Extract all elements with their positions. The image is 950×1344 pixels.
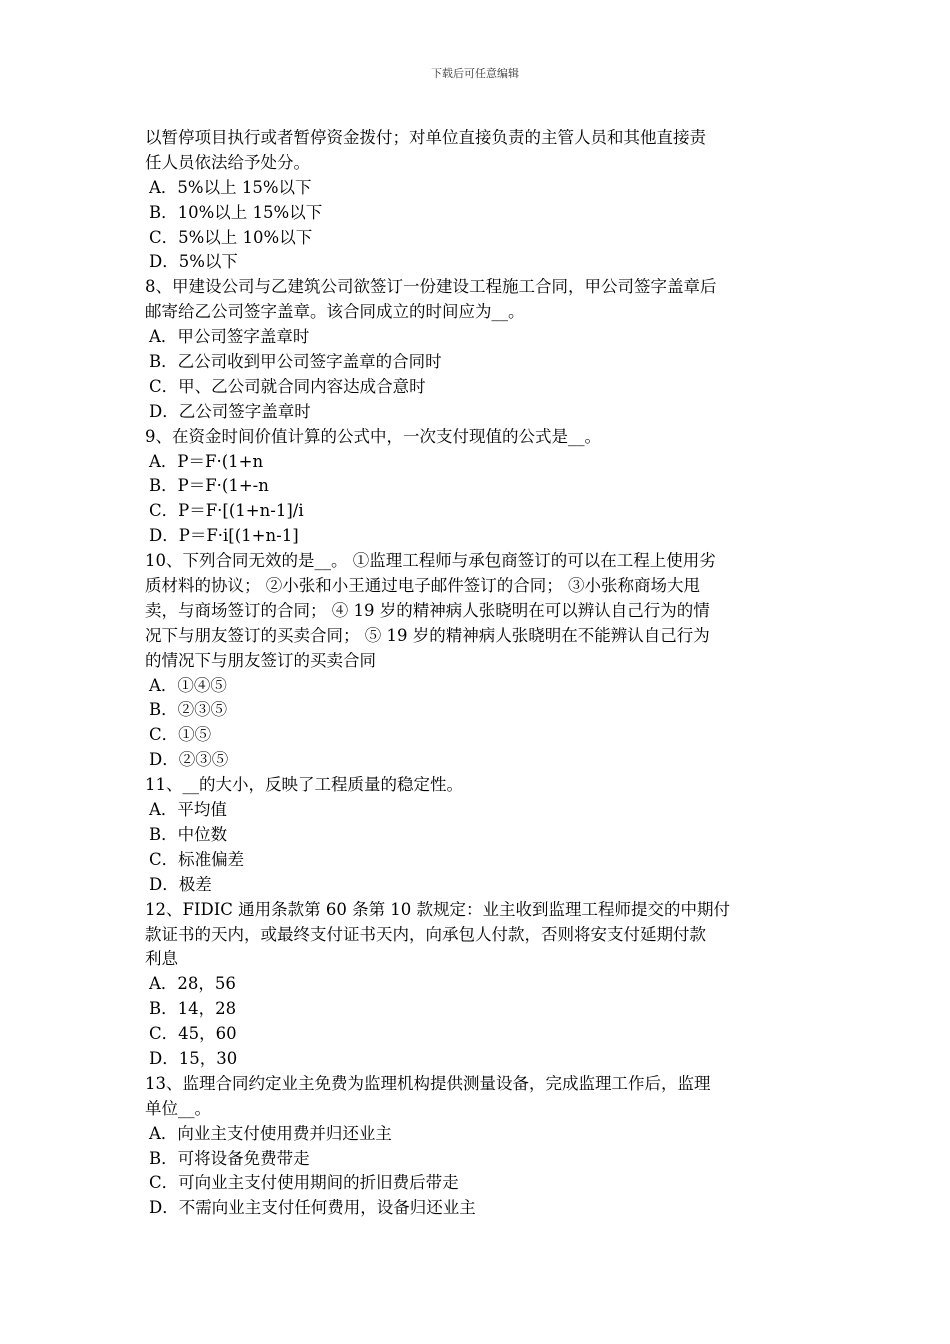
answer-option: B．中位数 [149,824,228,844]
page-header: 下载后可任意编辑 [431,67,519,80]
answer-option: D．乙公司签字盖章时 [149,401,311,421]
answer-option: B．10%以上 15%以下 [149,202,323,222]
answer-option: C．45，60 [149,1024,237,1044]
question-text-line: 以暂停项目执行或者暂停资金拨付；对单位直接负责的主管人员和其他直接责 [145,128,706,147]
answer-option: B．P＝F·(1+-n [149,476,269,496]
question-text-line: 款证书的天内，或最终支付证书天内，向承包人付款，否则将安支付延期付款 [145,924,706,944]
answer-option: D．极差 [149,874,212,894]
question-text-line: 10、下列合同无效的是__。 ①监理工程师与承包商签订的可以在工程上使用劣 [145,551,716,571]
question-text-line: 邮寄给乙公司签字盖章。该合同成立的时间应为__。 [145,302,525,322]
answer-option: D．5%以下 [149,252,238,272]
question-text-line: 利息 [145,949,178,969]
question-text-line: 单位__。 [145,1098,211,1118]
question-text-line: 任人员依法给予处分。 [145,152,310,172]
question-text-line: 的情况下与朋友签订的买卖合同 [145,650,376,670]
answer-option: B．乙公司收到甲公司签字盖章的合同时 [149,352,442,372]
answer-option: A．28，56 [149,974,236,994]
answer-option: A．5%以上 15%以下 [149,177,312,197]
answer-option: C．①⑤ [149,725,212,745]
answer-option: C．标准偏差 [149,849,245,869]
answer-option: B．②③⑤ [149,700,228,720]
answer-option: B．14，28 [149,999,237,1019]
question-text-line: 况下与朋友签订的买卖合同； ⑤ 19 岁的精神病人张晓明在不能辨认自己行为 [145,625,710,645]
answer-option: C．5%以上 10%以下 [149,227,313,247]
answer-option: A．P＝F·(1+n [149,451,264,471]
answer-option: A．甲公司签字盖章时 [149,327,310,347]
answer-option: D．②③⑤ [149,750,229,770]
question-text-line: 11、__的大小，反映了工程质量的稳定性。 [145,775,463,795]
question-text-line: 12、FIDIC 通用条款第 60 条第 10 款规定：业主收到监理工程师提交的中期付 [145,899,731,919]
question-text-line: 卖，与商场签订的合同； ④ 19 岁的精神病人张晓明在可以辨认自己行为的情 [145,600,710,620]
question-text-line: 8、甲建设公司与乙建筑公司欲签订一份建设工程施工合同，甲公司签字盖章后 [145,277,717,297]
answer-option: C．甲、乙公司就合同内容达成合意时 [149,376,426,396]
question-text-line: 9、在资金时间价值计算的公式中，一次支付现值的公式是__。 [145,426,601,446]
answer-option: D．15，30 [149,1048,238,1068]
question-text-line: 质材料的协议； ②小张和小王通过电子邮件签订的合同； ③小张称商场大甩 [145,576,700,596]
answer-option: A．向业主支付使用费并归还业主 [149,1123,392,1143]
answer-option: A．①④⑤ [149,675,227,695]
document-body [145,126,810,1221]
answer-option: D．P＝F·i[(1+n-1] [149,526,299,546]
answer-option: C．可向业主支付使用期间的折旧费后带走 [149,1173,459,1193]
answer-option: C．P＝F·[(1+n-1]/i [149,501,304,521]
answer-option: B．可将设备免费带走 [149,1148,310,1168]
answer-option: A．平均值 [149,800,227,820]
answer-option: D．不需向业主支付任何费用，设备归还业主 [149,1198,476,1218]
question-text-line: 13、监理合同约定业主免费为监理机构提供测量设备，完成监理工作后，监理 [145,1073,711,1093]
